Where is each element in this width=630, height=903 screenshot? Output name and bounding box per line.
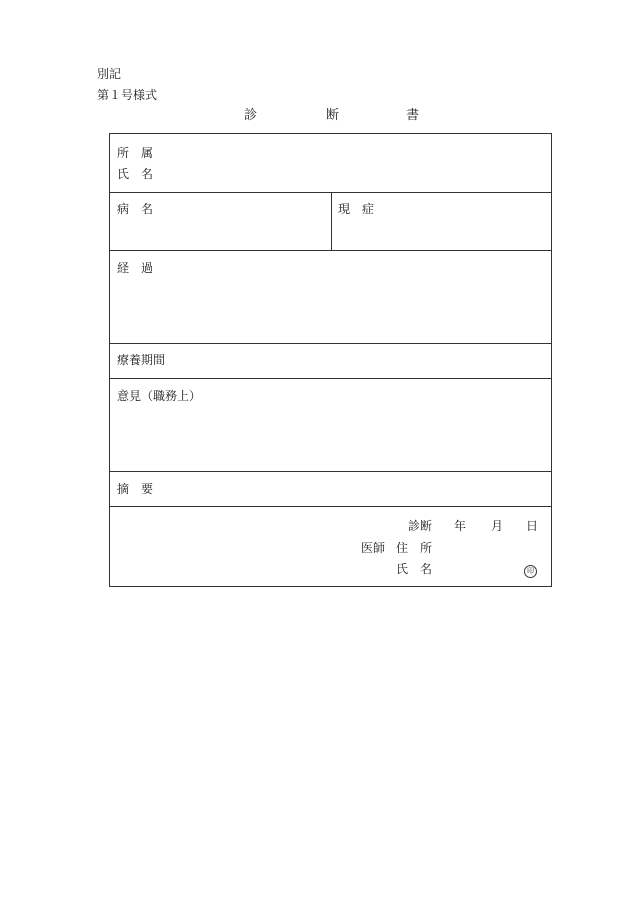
- month-label: 月: [491, 519, 504, 533]
- doctor-label: 医師: [361, 541, 386, 555]
- title-char-2: 断: [326, 108, 340, 123]
- day-label: 日: [526, 519, 539, 533]
- doctor-name-label: 氏 名: [396, 562, 433, 576]
- form-number-label: 第１号様式: [97, 88, 158, 102]
- divider: [331, 192, 332, 250]
- summary-label: 摘 要: [117, 482, 154, 496]
- year-label: 年: [454, 519, 467, 533]
- divider: [110, 250, 551, 251]
- affiliation-label: 所 属: [117, 146, 154, 160]
- diagnosis-date-label: 診断: [408, 519, 433, 533]
- divider: [110, 471, 551, 472]
- symptoms-label: 現 症: [338, 202, 375, 216]
- progress-label: 経 過: [117, 261, 154, 275]
- name-label: 氏 名: [117, 167, 154, 181]
- doctor-address-label: 住 所: [396, 541, 433, 555]
- diagnosis-form: [109, 133, 552, 587]
- divider: [110, 343, 551, 344]
- title-char-1: 診: [244, 108, 258, 123]
- divider: [110, 506, 551, 507]
- seal-icon: 印: [524, 565, 537, 578]
- divider: [110, 378, 551, 379]
- disease-label: 病 名: [117, 202, 154, 216]
- seal-mark: [524, 562, 537, 578]
- appendix-label: 別記: [97, 67, 122, 81]
- title-char-3: 書: [406, 108, 420, 123]
- opinion-label: 意見（職務上）: [117, 389, 202, 403]
- recuperation-label: 療養期間: [117, 353, 166, 367]
